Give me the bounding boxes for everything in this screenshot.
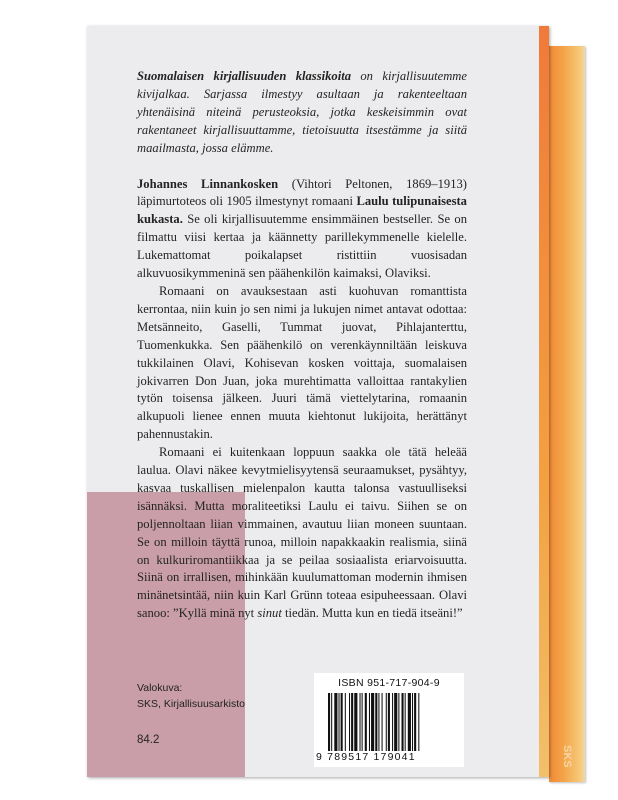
orange-edge-band <box>539 26 549 777</box>
barcode-bar <box>341 693 343 751</box>
barcode-bar <box>331 693 332 751</box>
paragraph-3-main: Romaani ei kuitenkaan loppuun saakka ole tätä heleää laulua. Olavi näkee kevytmielisyytensä seuraamukset, pysähtyy, kasvaa tuskallisen mielenpalon kautta talonsa vastuulliseksi isännäksi. Mutta moraliteetiksi Laulu ei taivu. Siihen se on poljennoltaan liian vimmainen, avautuu liian moneen suuntaan. Se on milloin täyttä runoa, milloin napakkaakin realismia, siinä on kulkuriromantiikkaa ja se peilaa sosiaalista eriarvoisuutta. Siinä on irrallisen, mihinkään kuulumattoman modernin ihmisen minänetsintää, niin kuin Karl Grünn toteaa esipuheessaan. Olavi sanoo: ”Kyllä minä nyt <box>137 445 467 621</box>
barcode-bar <box>362 693 363 751</box>
photo-credit-label: Valokuva: <box>137 682 183 694</box>
paragraph-3 <box>137 444 467 623</box>
author-paragraph <box>137 176 467 283</box>
barcode-bar <box>398 693 399 751</box>
book-spine <box>549 46 585 782</box>
barcode-bar <box>402 693 404 751</box>
barcode-bars <box>328 693 450 751</box>
barcode-bar <box>414 693 416 751</box>
barcode-bar <box>394 693 397 751</box>
barcode-bar <box>354 693 357 751</box>
barcode-bar <box>412 693 413 751</box>
photo-credit-source: SKS, Kirjallisuusarkisto <box>137 698 245 710</box>
barcode-bar <box>375 693 377 751</box>
barcode-box <box>314 673 464 767</box>
barcode-bar <box>339 693 340 751</box>
paragraph-2: Romaani on avauksestaan asti kuohuvan romanttista kerrontaa, niin kuin jo sen nimi ja lukujen nimet antavat odottaa: Metsänneito, Gaselli, Tummat juovat, Pihlajanterttu, Tuomenkukka. Sen päähenkilö on verenkäynniltään leiskuva tukkilainen Olavi, Kohisevan kosken voittaja, suomalaisen jokivarren Don Juan, joka murehtimatta valloittaa rantakylien tytön toisensa jälkeen. Juuri tämä viettelytarina, romaanin alkupuoli lienee ennen muuta kiehtonut lukijoita, herättänyt pahennustakin. <box>137 283 467 442</box>
barcode-bar <box>345 693 346 751</box>
barcode-bar <box>392 693 393 751</box>
barcode-bar <box>334 693 337 751</box>
barcode-bar <box>382 693 383 751</box>
author-name: Johannes Linnankosken <box>137 176 279 191</box>
isbn-text: ISBN 951-717-904-9 <box>338 677 440 689</box>
series-intro <box>137 68 467 158</box>
barcode-bar <box>418 693 419 751</box>
barcode-bar <box>328 693 330 751</box>
barcode-bar <box>408 693 411 751</box>
barcode-bar <box>360 693 361 751</box>
blurb-text <box>137 68 467 623</box>
author-details: (Vihtori Peltonen, 1869–1913) läpimurtoteos oli 1905 ilmestynyt romaani <box>137 176 467 209</box>
barcode-digits: 9 789517 179041 <box>316 751 416 763</box>
series-name: Suomalaisen kirjallisuuden klassikoita <box>137 69 352 83</box>
barcode-bar <box>371 693 374 751</box>
author-paragraph-rest: Se oli kirjallisuutemme ensimmäinen bestseller. Se on filmattu viisi kertaa ja käännetty parillekymmenelle kielelle. Lukemattomat poikalapset ristittiin vuosisadan alkuvuosikymmeninä sen päähenkilön kaimaksi, Olaviksi. <box>137 212 467 281</box>
barcode-bar <box>378 693 379 751</box>
barcode-bar <box>386 693 387 751</box>
barcode-bar <box>365 693 367 751</box>
price-code: 84.2 <box>137 734 160 746</box>
spine-publisher-mark: SKS <box>561 744 573 768</box>
photo-credit <box>137 680 245 712</box>
book-title: Laulu tulipunaisesta kukasta. <box>137 194 467 227</box>
emphasis-sinut: sinut <box>257 606 282 621</box>
paragraph-3-end: tiedän. Mutta kun en tiedä itseäni!” <box>281 606 463 621</box>
barcode-bar <box>351 693 353 751</box>
barcode-bar <box>349 693 350 751</box>
barcode-bar <box>388 693 390 751</box>
barcode-bar <box>405 693 406 751</box>
series-intro-rest: on kirjallisuutemme kivijalkaa. Sarjassa ilmestyy asultaan ja rakenteeltaan yhtenäisinä niteinä perusteoksia, jotka keskeisimmin ovat rakentaneet kirjallisuuttamme, tietoisuutta itsestämme ja siitä maailmasta, jossa elämme. <box>137 69 467 155</box>
barcode-bar <box>369 693 370 751</box>
